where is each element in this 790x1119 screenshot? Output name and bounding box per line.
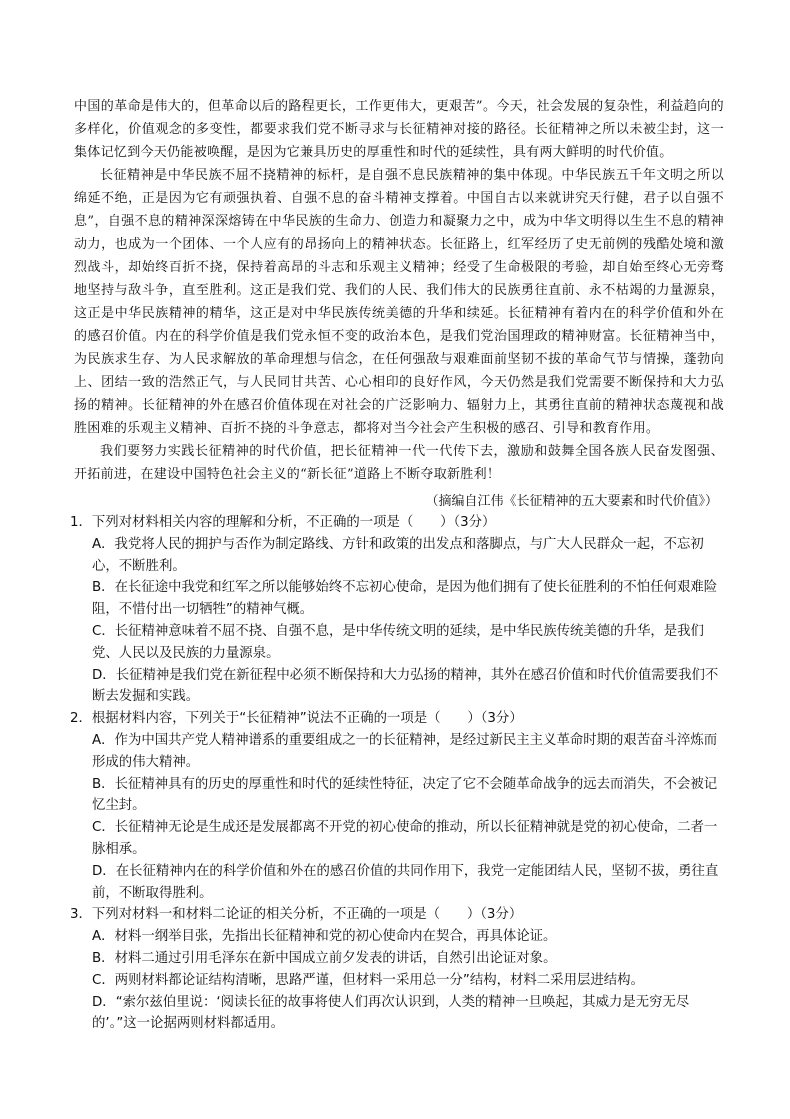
question-stem: 1．下列对材料相关内容的理解和分析，不正确的一项是（ ）（3分） — [70, 515, 496, 530]
option-d: D．在长征精神内在的科学价值和外在的感召价值的共同作用下，我党一定能团结人民，坚韧不拔，勇往直前，不断取得胜利。 — [92, 863, 719, 901]
question-stem: 2．根据材料内容，下列关于“长征精神”说法不正确的一项是（ ）（3分） — [70, 711, 523, 727]
option-b: B．材料二通过引用毛泽东在新中国成立前夕发表的讲话，自然引出论证对象。 — [92, 950, 557, 966]
option-c: C．两则材料都论证结构清晰，思路严谨，但材料一采用总一分”结构，材料二采用层进结构。 — [92, 972, 644, 988]
option-b: B．在长征途中我党和红军之所以能够始终不忘初心使命，是因为他们拥有了使长征胜利的不怕任何艰难险阻，不惜付出一切牺牲”的精神气概。 — [92, 580, 718, 618]
reading-passage — [74, 95, 724, 486]
option-a: A．作为中国共产党人精神谱系的重要组成之一的长征精神，是经过新民主主义革命时期的艰苦奋斗淬炼而形成的伟大精神。 — [92, 732, 718, 770]
passage-paragraph: 中国的革命是伟大的，但革命以后的路程更长，工作更伟大，更艰苦”。今天，社会发展的复杂性，利益趋向的多样化，价值观念的多变性，都要求我们党不断寻求与长征精神对接的路径。长征精神之所以未被尘封，这一集体记忆到今天仍能被唤醒，是因为它兼具历史的厚重性和时代的延续性，具有两大鲜明的时代价值。 — [74, 99, 724, 160]
option-d: D．长征精神是我们党在新征程中必须不断保持和大力弘扬的精神，其外在感召价值和时代价值需要我们不断去发掘和实践。 — [92, 667, 719, 705]
question-2 — [70, 708, 730, 904]
passage-source-citation: （摘编自江伟《长征精神的五大要素和时代价值》） — [425, 494, 718, 509]
question-3 — [70, 904, 730, 1035]
option-a: A．我党将人民的拥护与否作为制定路线、方针和政策的出发点和落脚点，与广大人民群众一起，不忘初心，不断胜利。 — [92, 536, 704, 574]
passage-paragraph: 我们要努力实践长征精神的时代价值，把长征精神一代一代传下去，激励和鼓舞全国各族人民奋发图强、开拓前进，在建设中国特色社会主义的“新长征”道路上不断夺取新胜利！ — [74, 444, 724, 482]
option-b: B．长征精神具有的历史的厚重性和时代的延续性特征，决定了它不会随革命战争的远去而消失，不会被记忆尘封。 — [92, 776, 718, 814]
passage-paragraph: 长征精神是中华民族不屈不挠精神的标杆，是自强不息民族精神的集中体现。中华民族五千年文明之所以绵延不绝，正是因为它有顽强执着、自强不息的奋斗精神支撑着。中国自古以来就讲究天行健，君子以自强不息”，自强不息的精神深深熔铸在中华民族的生命力、创造力和凝聚力之中，成为中华文明得以生生不息的精神动力，也成为一个团体、一个人应有的昂扬向上的精神状态。长征路上，红军经历了史无前例的残酷处境和激烈战斗，却始终百折不挠，保持着高昂的斗志和乐观主义精神；经受了生命极限的考验，却自始至终心无旁骛地坚持与敌斗争，直至胜利。这正是我们党、我们的人民、我们伟大的民族勇往直前、永不枯竭的力量源泉，这正是中华民族精神的精华，这正是对中华民族传统美德的升华和续延。长征精神有着内在的科学价值和外在的感召价值。内在的科学价值是我们党永恒不变的政治本色，是我们党治国理政的精神财富。长征精神当中，为民族求生存、为人民求解放的革命理想与信念，在任何强敌与艰难面前坚韧不拔的革命气节与情操，蓬勃向上、团结一致的浩然正气，与人民同甘共苦、心心相印的良好作风，今天仍然是我们党需要不断保持和大力弘扬的精神。长征精神的外在感召价值体现在对社会的广泛影响力、辐射力上，其勇往直前的精神状态蔑视和战胜困难的乐观主义精神、百折不挠的斗争意志，都将对当今社会产生积极的感召、引导和教育作用。 — [74, 168, 724, 436]
question-stem: 3．下列对材料一和材料二论证的相关分析，不正确的一项是（ ）（3分） — [70, 907, 523, 923]
option-c: C．长征精神无论是生成还是发展都离不开党的初心使命的推动，所以长征精神就是党的初心使命，二者一脉相承。 — [92, 820, 718, 857]
question-list — [70, 512, 730, 1035]
option-c: C．长征精神意味着不屈不挠、自强不息，是中华传统文明的延续，是中华民族传统美德的升华，是我们党、人民以及民族的力量源泉。 — [92, 623, 704, 661]
option-a: A．材料一纲举目张，先指出长征精神和党的初心使命内在契合，再具体论证。 — [92, 929, 557, 945]
question-1 — [70, 512, 730, 708]
option-d: D．“索尔兹伯里说：‘阅读长征的故事将使人们再次认识到，人类的精神一旦唤起，其威力是无穷无尽的’。”这一论据两则材料都适用。 — [92, 994, 690, 1032]
